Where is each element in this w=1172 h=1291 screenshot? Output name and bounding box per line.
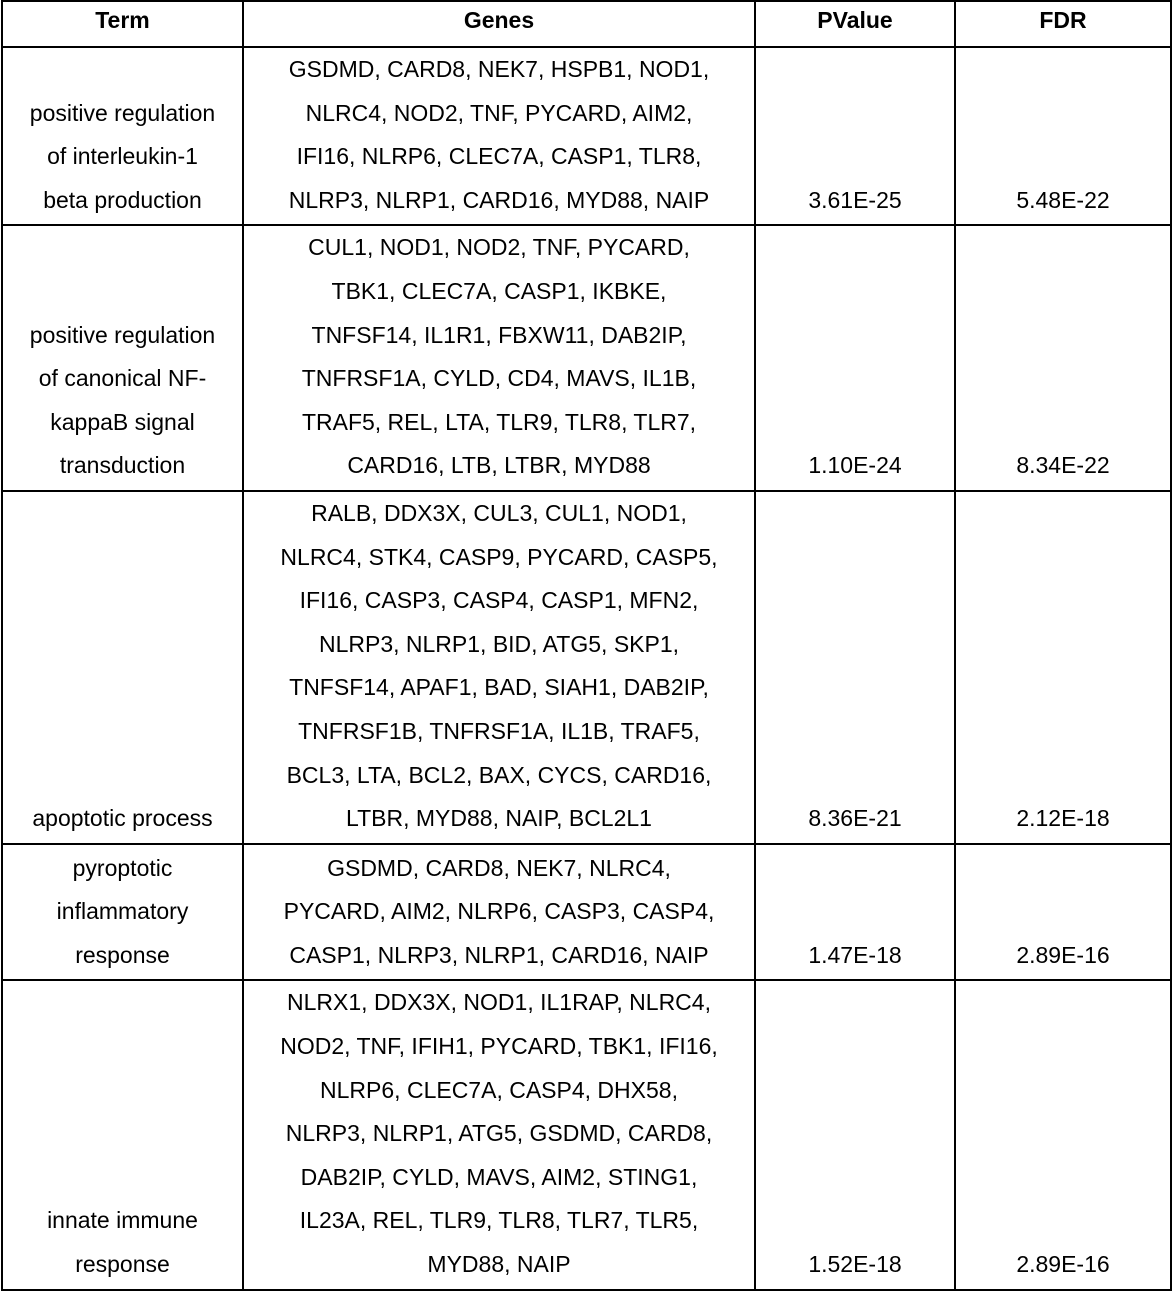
- header-row: [2, 1, 1171, 47]
- table-row: [2, 844, 1171, 981]
- table-row: [2, 980, 1171, 1289]
- pvalue-cell: 1.52E-18: [755, 980, 955, 1289]
- fdr-cell: 2.89E-16: [955, 844, 1171, 981]
- genes-cell: GSDMD, CARD8, NEK7, HSPB1, NOD1, NLRC4, NOD2, TNF, PYCARD, AIM2, IFI16, NLRP6, CLEC7A, CASP1, TLR8, NLRP3, NLRP1, CARD16, MYD88, NAIP: [243, 47, 755, 225]
- term-cell: positive regulation of interleukin-1 beta production: [2, 47, 243, 225]
- column-header-pvalue: PValue: [755, 1, 955, 47]
- fdr-cell: 2.89E-16: [955, 980, 1171, 1289]
- genes-cell: NLRX1, DDX3X, NOD1, IL1RAP, NLRC4, NOD2, TNF, IFIH1, PYCARD, TBK1, IFI16, NLRP6, CLEC7A, CASP4, DHX58, NLRP3, NLRP1, ATG5, GSDMD, CARD8, DAB2IP, CYLD, MAVS, AIM2, STING1, IL23A, REL, TLR9, TLR8, TLR7, TLR5, MYD88, NAIP: [243, 980, 755, 1289]
- column-header-fdr: FDR: [955, 1, 1171, 47]
- pvalue-cell: 1.47E-18: [755, 844, 955, 981]
- table-row: [2, 491, 1171, 844]
- table-row: [2, 47, 1171, 225]
- pvalue-cell: 8.36E-21: [755, 491, 955, 844]
- fdr-cell: 8.34E-22: [955, 225, 1171, 491]
- genes-cell: CUL1, NOD1, NOD2, TNF, PYCARD, TBK1, CLEC7A, CASP1, IKBKE, TNFSF14, IL1R1, FBXW11, DAB2IP, TNFRSF1A, CYLD, CD4, MAVS, IL1B, TRAF5, REL, LTA, TLR9, TLR8, TLR7, CARD16, LTB, LTBR, MYD88: [243, 225, 755, 491]
- term-cell: pyroptotic inflammatory response: [2, 844, 243, 981]
- go-enrichment-table: [1, 0, 1172, 1291]
- genes-cell: GSDMD, CARD8, NEK7, NLRC4, PYCARD, AIM2, NLRP6, CASP3, CASP4, CASP1, NLRP3, NLRP1, CARD16, NAIP: [243, 844, 755, 981]
- term-cell: apoptotic process: [2, 491, 243, 844]
- genes-cell: RALB, DDX3X, CUL3, CUL1, NOD1, NLRC4, STK4, CASP9, PYCARD, CASP5, IFI16, CASP3, CASP4, CASP1, MFN2, NLRP3, NLRP1, BID, ATG5, SKP1, TNFSF14, APAF1, BAD, SIAH1, DAB2IP, TNFRSF1B, TNFRSF1A, IL1B, TRAF5, BCL3, LTA, BCL2, BAX, CYCS, CARD16, LTBR, MYD88, NAIP, BCL2L1: [243, 491, 755, 844]
- fdr-cell: 5.48E-22: [955, 47, 1171, 225]
- term-cell: innate immune response: [2, 980, 243, 1289]
- fdr-cell: 2.12E-18: [955, 491, 1171, 844]
- table-row: [2, 225, 1171, 491]
- column-header-term: Term: [2, 1, 243, 47]
- column-header-genes: Genes: [243, 1, 755, 47]
- term-cell: positive regulation of canonical NF- kappaB signal transduction: [2, 225, 243, 491]
- pvalue-cell: 3.61E-25: [755, 47, 955, 225]
- pvalue-cell: 1.10E-24: [755, 225, 955, 491]
